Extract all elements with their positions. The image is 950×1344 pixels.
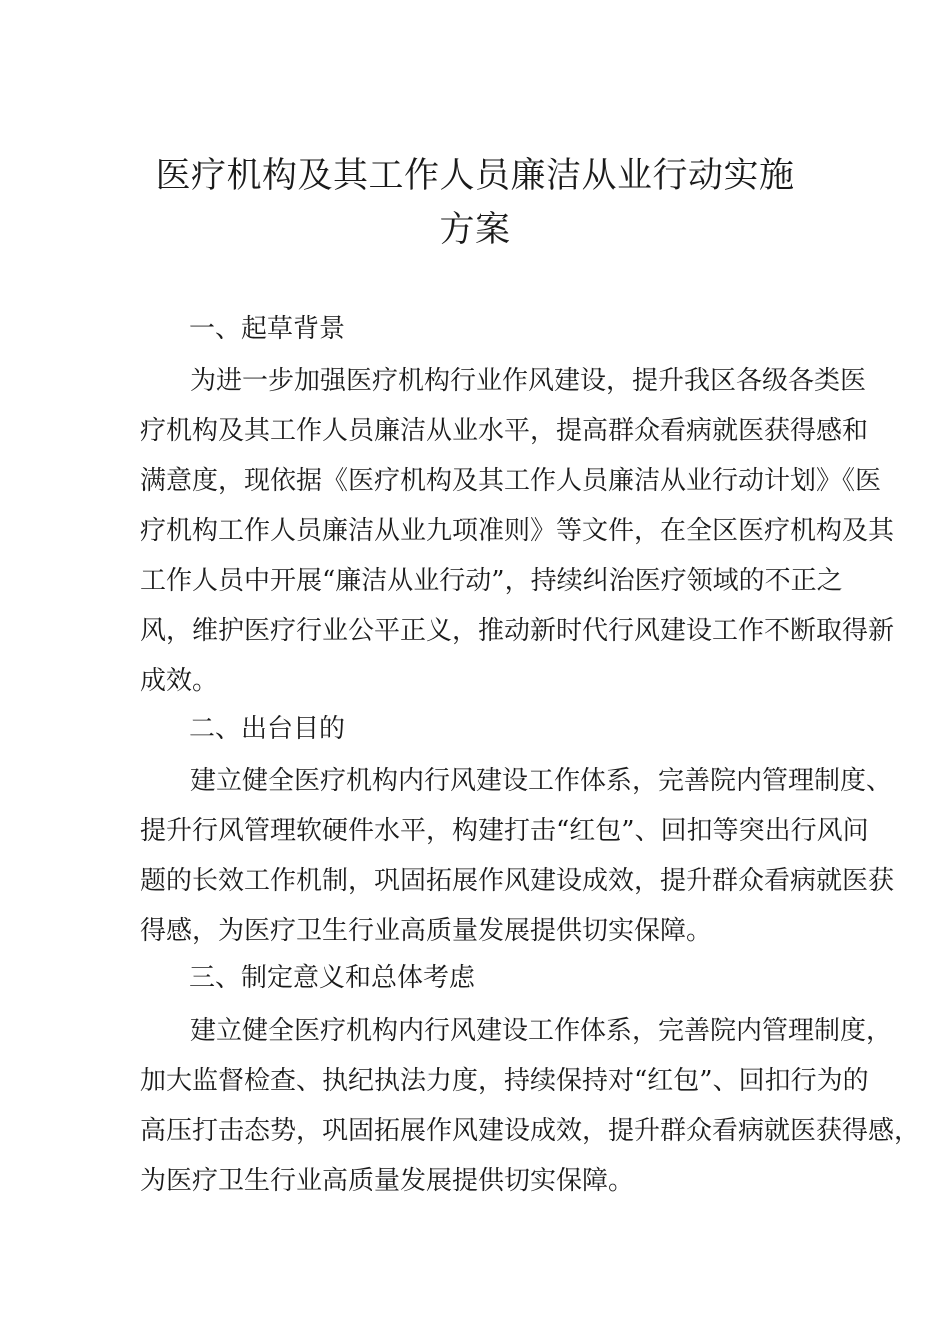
paragraph-line: 建立健全医疗机构内行风建设工作体系，完善院内管理制度， bbox=[190, 1016, 893, 1046]
paragraph-line: 加大监督检查、执纪执法力度，持续保持对“红包”、回扣行为的 bbox=[140, 1066, 869, 1096]
paragraph-line: 得感，为医疗卫生行业高质量发展提供切实保障。 bbox=[140, 916, 713, 946]
paragraph-line: 为进一步加强医疗机构行业作风建设，提升我区各级各类医 bbox=[190, 366, 867, 396]
paragraph-line: 高压打击态势，巩固拓展作风建设成效，提升群众看病就医获得感， bbox=[140, 1116, 921, 1146]
paragraph-line: 风，维护医疗行业公平正义，推动新时代行风建设工作不断取得新 bbox=[140, 616, 895, 646]
section-heading-background: 一、起草背景 bbox=[189, 314, 346, 344]
document-title-line-1: 医疗机构及其工作人员廉洁从业行动实施 bbox=[155, 156, 795, 196]
section-heading-purpose: 二、出台目的 bbox=[189, 714, 346, 744]
section-heading-significance: 三、制定意义和总体考虑 bbox=[189, 963, 476, 993]
paragraph-line: 成效。 bbox=[140, 666, 219, 696]
paragraph-line: 疗机构及其工作人员廉洁从业水平，提高群众看病就医获得感和 bbox=[140, 416, 869, 446]
paragraph-line: 建立健全医疗机构内行风建设工作体系，完善院内管理制度、 bbox=[190, 766, 893, 796]
paragraph-line: 疗机构工作人员廉洁从业九项准则》等文件，在全区医疗机构及其 bbox=[140, 516, 895, 546]
document-title-line-2: 方案 bbox=[439, 210, 511, 250]
paragraph-line: 提升行风管理软硬件水平，构建打击“红包”、回扣等突出行风问 bbox=[140, 816, 869, 846]
paragraph-line: 题的长效工作机制，巩固拓展作风建设成效，提升群众看病就医获 bbox=[140, 866, 895, 896]
paragraph-line: 满意度，现依据《医疗机构及其工作人员廉洁从业行动计划》《医 bbox=[140, 466, 882, 496]
paragraph-line: 工作人员中开展“廉洁从业行动”，持续纠治医疗领域的不正之 bbox=[140, 566, 843, 596]
paragraph-line: 为医疗卫生行业高质量发展提供切实保障。 bbox=[140, 1166, 635, 1196]
